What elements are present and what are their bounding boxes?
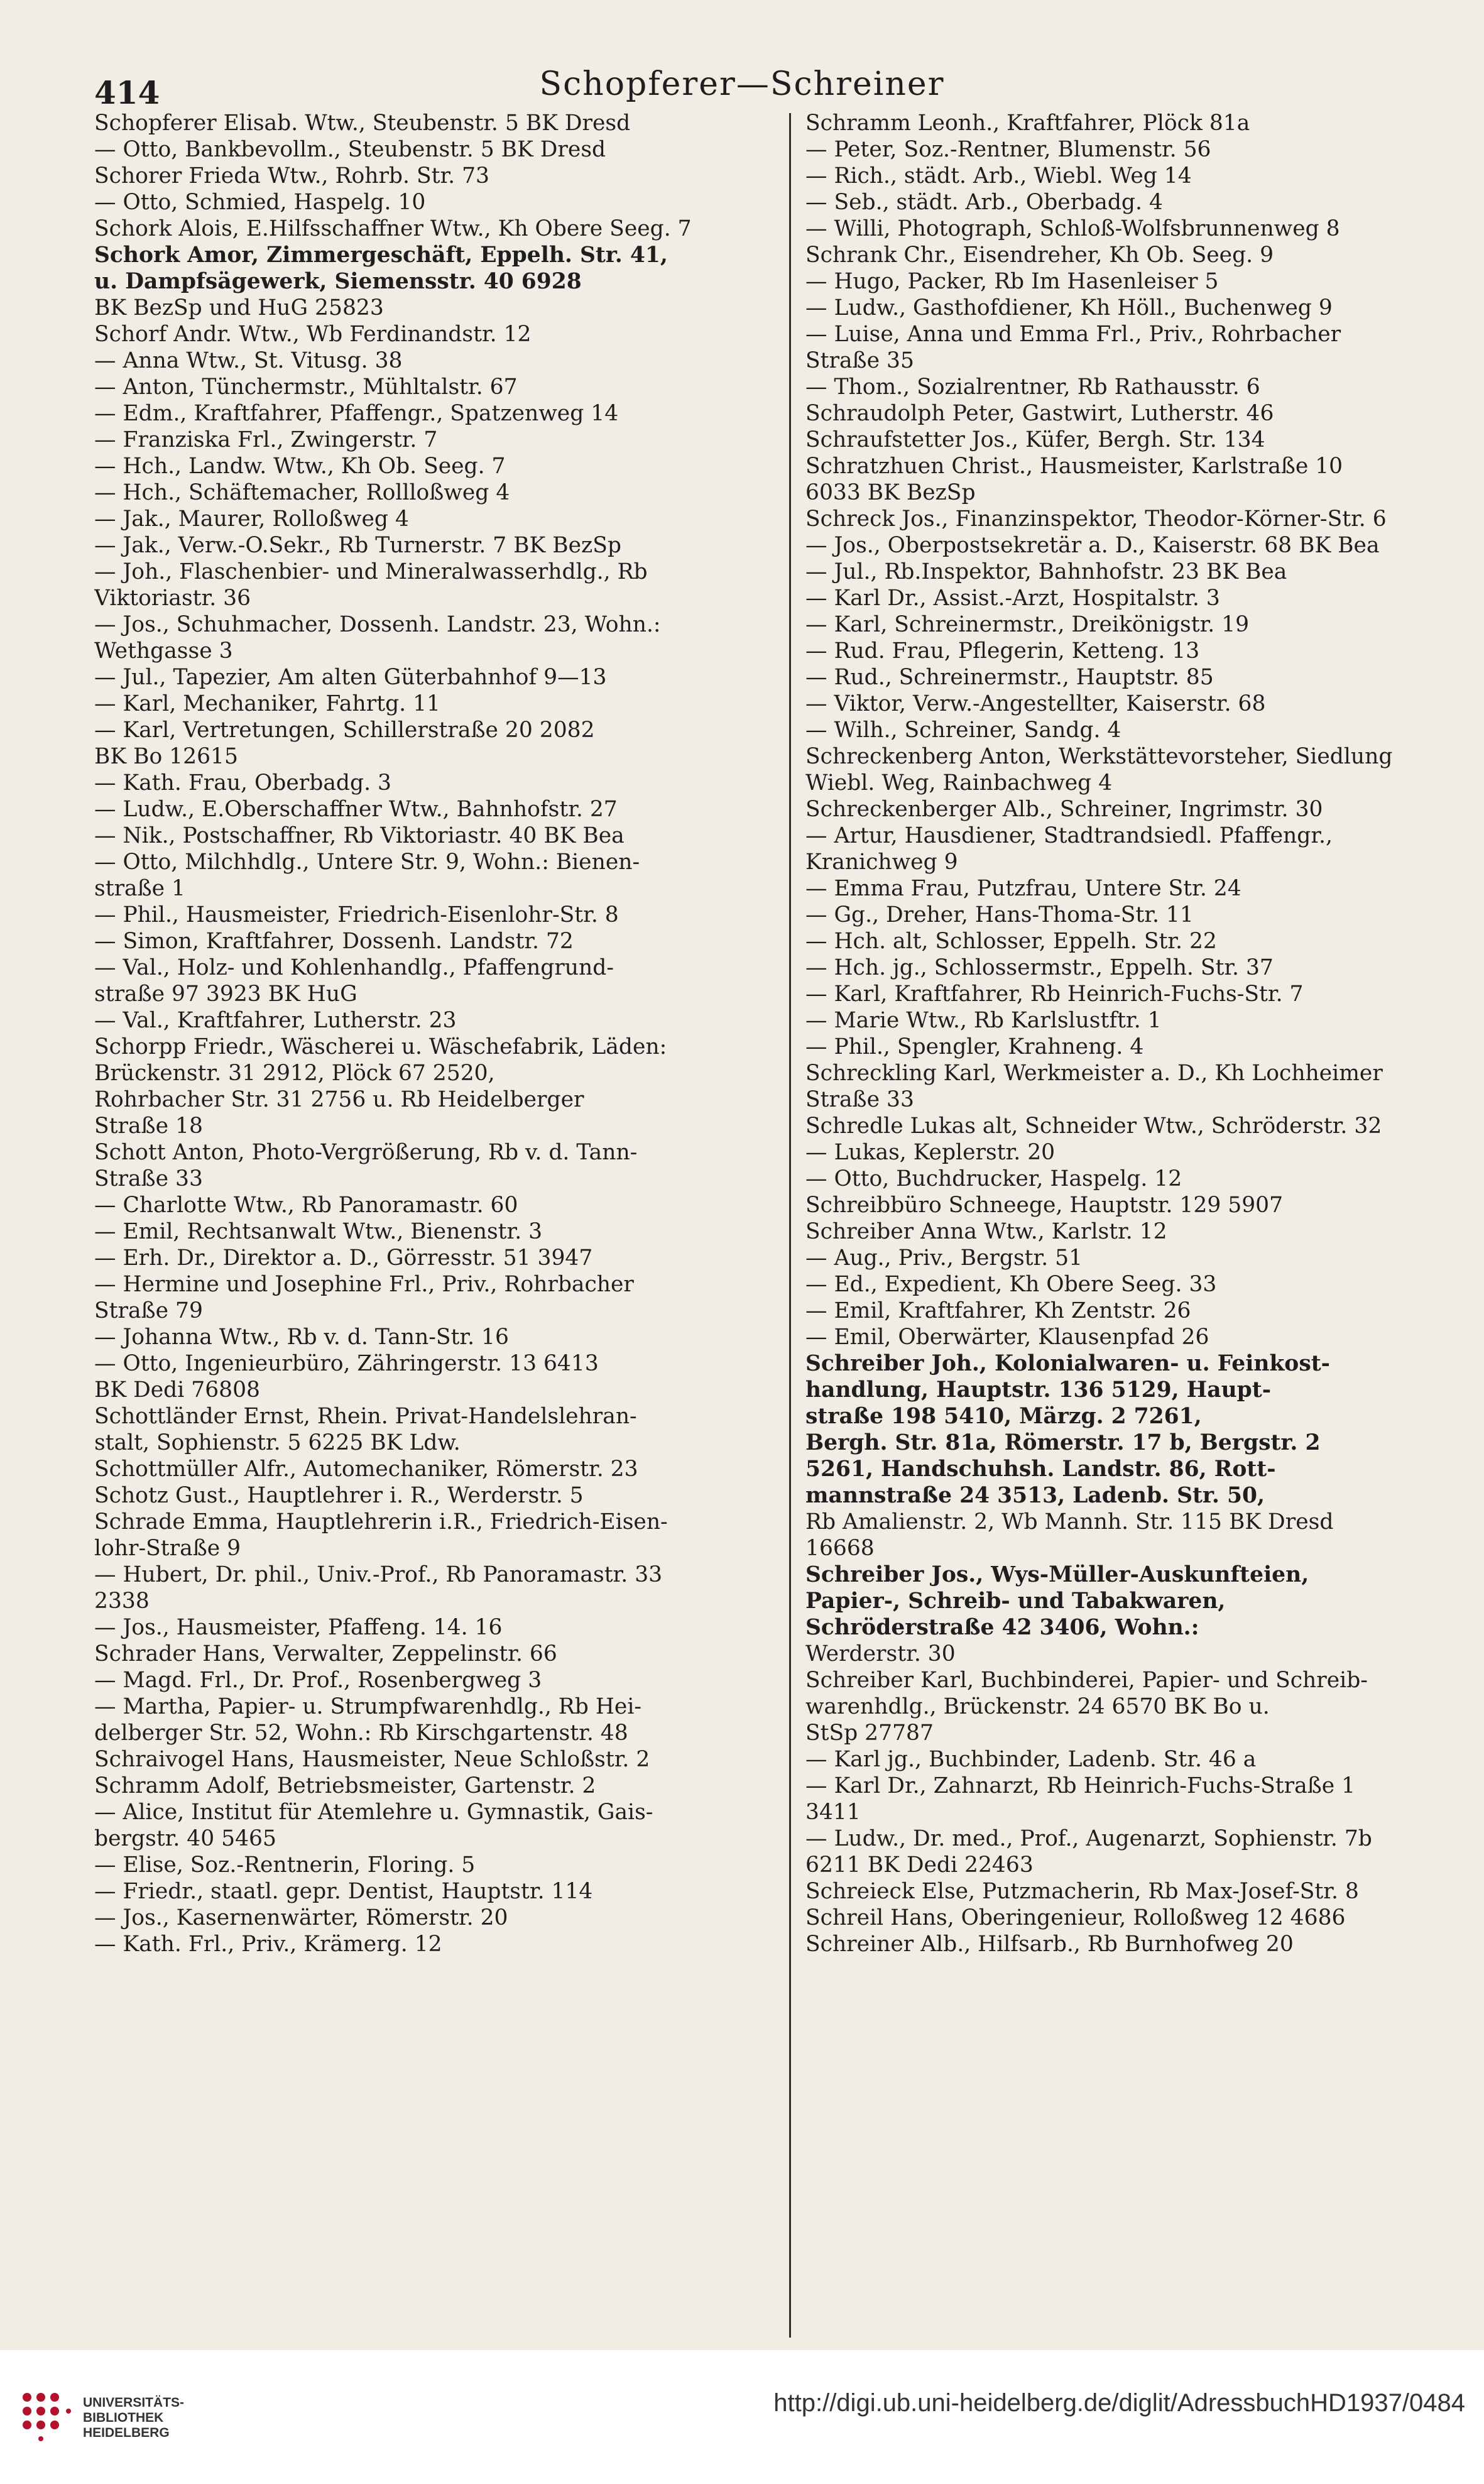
directory-entry-line: lohr-Straße 9: [94, 1536, 241, 1561]
directory-entry-line: — Otto, Milchhdlg., Untere Str. 9, Wohn.: Bienen-: [94, 850, 640, 875]
directory-entry-line: — Hch., Schäftemacher, Rollloßweg 4: [94, 480, 510, 505]
directory-entry-line: Schramm Leonh., Kraftfahrer, Plöck 81a: [805, 111, 1250, 136]
directory-entry-line: 6211 BK Dedi 22463: [805, 1852, 1034, 1878]
directory-entry-line: — Jos., Schuhmacher, Dossenh. Landstr. 23, Wohn.:: [94, 612, 661, 637]
directory-entry-line: — Jos., Oberpostsekretär a. D., Kaiserstr. 68 BK Bea: [805, 533, 1380, 558]
directory-entry-line: Schramm Adolf, Betriebsmeister, Gartenstr. 2: [94, 1773, 596, 1798]
directory-entry-line: — Kath. Frau, Oberbadg. 3: [94, 770, 391, 796]
directory-entry-line: 16668: [805, 1536, 875, 1561]
directory-entry-line: Schreiber Karl, Buchbinderei, Papier- und Schreib-: [805, 1668, 1368, 1693]
directory-entry-line: — Friedr., staatl. gepr. Dentist, Hauptstr. 114: [94, 1879, 593, 1904]
directory-entry-line: BK BezSp und HuG 25823: [94, 295, 384, 320]
directory-entry-line: Schrade Emma, Hauptlehrerin i.R., Friedrich-Eisen-: [94, 1509, 668, 1535]
page-header: Schopferer—Schreiner: [539, 65, 945, 103]
source-url-link[interactable]: http://digi.ub.uni-heidelberg.de/diglit/AdressbuchHD1937/0484: [773, 2389, 1465, 2417]
directory-entry-line: Straße 33: [805, 1087, 914, 1112]
directory-entry-line: — Emil, Rechtsanwalt Wtw., Bienenstr. 3: [94, 1219, 543, 1244]
directory-entry-line: Schotz Gust., Hauptlehrer i. R., Werderstr. 5: [94, 1483, 584, 1508]
directory-entry-line: — Willi, Photograph, Schloß-Wolfsbrunnenweg 8: [805, 216, 1340, 241]
directory-entry-line: — Martha, Papier- u. Strumpfwarenhdlg., Rb Hei-: [94, 1694, 642, 1719]
directory-entry-line: — Otto, Bankbevollm., Steubenstr. 5 BK Dresd: [94, 137, 606, 162]
directory-entry-line: — Wilh., Schreiner, Sandg. 4: [805, 718, 1121, 743]
directory-entry-line: bergstr. 40 5465: [94, 1826, 276, 1851]
library-logo-icon: [18, 2388, 74, 2444]
directory-entry-line: Schraudolph Peter, Gastwirt, Lutherstr. 46: [805, 401, 1274, 426]
directory-entry-line: — Lukas, Keplerstr. 20: [805, 1140, 1056, 1165]
directory-entry-line: — Emma Frau, Putzfrau, Untere Str. 24: [805, 876, 1241, 901]
directory-entry-line: — Anna Wtw., St. Vitusg. 38: [94, 348, 403, 373]
directory-entry-line: Schreckenberger Alb., Schreiner, Ingrimstr. 30: [805, 797, 1323, 822]
directory-entry-line: — Rud. Frau, Pflegerin, Ketteng. 13: [805, 638, 1200, 664]
directory-entry-line: Schreil Hans, Oberingenieur, Rolloßweg 12 4686: [805, 1905, 1346, 1930]
directory-entry-line: — Otto, Ingenieurbüro, Zähringerstr. 13 6413: [94, 1351, 599, 1376]
directory-entry-line: Schrank Chr., Eisendreher, Kh Ob. Seeg. 9: [805, 243, 1274, 268]
directory-entry-line: — Jak., Verw.-O.Sekr., Rb Turnerstr. 7 BK BezSp: [94, 533, 621, 558]
directory-entry-line: Schreieck Else, Putzmacherin, Rb Max-Josef-Str. 8: [805, 1879, 1359, 1904]
directory-entry-line: Straße 79: [94, 1298, 203, 1323]
directory-entry-line: Bergh. Str. 81a, Römerstr. 17 b, Bergstr. 2: [805, 1430, 1321, 1455]
directory-entry-line: — Ed., Expedient, Kh Obere Seeg. 33: [805, 1272, 1217, 1297]
directory-entry-line: — Jos., Kasernenwärter, Römerstr. 20: [94, 1905, 508, 1930]
directory-entry-line: Schreiber Jos., Wys-Müller-Auskunfteien,: [805, 1562, 1309, 1587]
directory-entry-line: Schreckling Karl, Werkmeister a. D., Kh Lochheimer: [805, 1061, 1383, 1086]
directory-entry-line: 3411: [805, 1800, 861, 1825]
directory-entry-line: — Rud., Schreinermstr., Hauptstr. 85: [805, 665, 1214, 690]
directory-entry-line: — Luise, Anna und Emma Frl., Priv., Rohrbacher: [805, 322, 1341, 347]
directory-entry-line: — Nik., Postschaffner, Rb Viktoriastr. 40 BK Bea: [94, 823, 625, 848]
directory-entry-line: — Ludw., E.Oberschaffner Wtw., Bahnhofstr. 27: [94, 797, 618, 822]
directory-entry-line: — Aug., Priv., Bergstr. 51: [805, 1245, 1083, 1271]
directory-entry-line: — Jak., Maurer, Rolloßweg 4: [94, 506, 409, 532]
directory-entry-line: warenhdlg., Brückenstr. 24 6570 BK Bo u.: [805, 1694, 1270, 1719]
directory-entry-line: — Elise, Soz.-Rentnerin, Floring. 5: [94, 1852, 476, 1878]
directory-entry-line: handlung, Hauptstr. 136 5129, Haupt-: [805, 1377, 1272, 1403]
directory-entry-line: — Artur, Hausdiener, Stadtrandsiedl. Pfaffengr.,: [805, 823, 1333, 848]
directory-entry-line: Werderstr. 30: [805, 1641, 956, 1666]
directory-entry-line: 5261, Handschuhsh. Landstr. 86, Rott-: [805, 1457, 1276, 1482]
directory-entry-line: Papier-, Schreib- und Tabakwaren,: [805, 1589, 1226, 1614]
directory-entry-line: — Phil., Spengler, Krahneng. 4: [805, 1034, 1144, 1059]
directory-entry-line: — Hermine und Josephine Frl., Priv., Rohrbacher: [94, 1272, 634, 1297]
directory-entry-line: straße 1: [94, 876, 186, 901]
directory-entry-line: Schreck Jos., Finanzinspektor, Theodor-Körner-Str. 6: [805, 506, 1387, 532]
directory-entry-line: — Karl, Mechaniker, Fahrtg. 11: [94, 691, 440, 716]
library-name-line: BIBLIOTHEK: [83, 2410, 164, 2425]
directory-entry-line: — Karl jg., Buchbinder, Ladenb. Str. 46 a: [805, 1747, 1257, 1772]
library-name-line: HEIDELBERG: [83, 2426, 170, 2440]
directory-entry-line: — Val., Kraftfahrer, Lutherstr. 23: [94, 1008, 457, 1033]
directory-entry-line: Schreckenberg Anton, Werkstättevorsteher, Siedlung: [805, 744, 1393, 769]
directory-entry-line: — Ludw., Dr. med., Prof., Augenarzt, Sophienstr. 7b: [805, 1826, 1372, 1851]
library-name: [83, 2395, 184, 2441]
directory-entry-line: Wiebl. Weg, Rainbachweg 4: [805, 770, 1113, 796]
directory-entry-line: — Emil, Kraftfahrer, Kh Zentstr. 26: [805, 1298, 1191, 1323]
directory-entry-line: Straße 33: [94, 1166, 203, 1191]
directory-entry-line: — Gg., Dreher, Hans-Thoma-Str. 11: [805, 902, 1194, 927]
directory-entry-line: — Phil., Hausmeister, Friedrich-Eisenlohr-Str. 8: [94, 902, 619, 927]
directory-entry-line: Schorf Andr. Wtw., Wb Ferdinandstr. 12: [94, 322, 532, 347]
directory-entry-line: — Erh. Dr., Direktor a. D., Görresstr. 51 3947: [94, 1245, 593, 1271]
directory-entry-line: — Otto, Schmied, Haspelg. 10: [94, 190, 426, 215]
directory-entry-line: Schreibbüro Schneege, Hauptstr. 129 5907: [805, 1193, 1284, 1218]
directory-entry-line: Schorpp Friedr., Wäscherei u. Wäschefabrik, Läden:: [94, 1034, 667, 1059]
directory-entry-line: Straße 35: [805, 348, 914, 373]
directory-entry-line: — Magd. Frl., Dr. Prof., Rosenbergweg 3: [94, 1668, 542, 1693]
directory-entry-line: — Thom., Sozialrentner, Rb Rathausstr. 6: [805, 375, 1260, 400]
left-column: [94, 110, 776, 1957]
directory-entry-line: — Rich., städt. Arb., Wiebl. Weg 14: [805, 163, 1192, 189]
directory-entry-line: — Kath. Frl., Priv., Krämerg. 12: [94, 1932, 442, 1957]
directory-entry-line: mannstraße 24 3513, Ladenb. Str. 50,: [805, 1483, 1265, 1508]
directory-entry-line: Schreiber Anna Wtw., Karlstr. 12: [805, 1219, 1167, 1244]
directory-entry-line: — Jul., Tapezier, Am alten Güterbahnhof 9—13: [94, 665, 607, 690]
directory-entry-line: Brückenstr. 31 2912, Plöck 67 2520,: [94, 1061, 495, 1086]
directory-entry-line: — Karl, Vertretungen, Schillerstraße 20 2082: [94, 718, 595, 743]
directory-entry-line: delberger Str. 52, Wohn.: Rb Kirschgartenstr. 48: [94, 1721, 628, 1746]
directory-entry-line: — Karl Dr., Assist.-Arzt, Hospitalstr. 3: [805, 586, 1220, 611]
directory-entry-line: Wethgasse 3: [94, 638, 233, 664]
directory-entry-line: — Johanna Wtw., Rb v. d. Tann-Str. 16: [94, 1325, 509, 1350]
directory-entry-line: — Viktor, Verw.-Angestellter, Kaiserstr. 68: [805, 691, 1266, 716]
directory-entry-line: — Karl, Schreinermstr., Dreikönigstr. 19: [805, 612, 1250, 637]
directory-entry-line: Viktoriastr. 36: [94, 586, 251, 611]
directory-entry-line: — Hubert, Dr. phil., Univ.-Prof., Rb Panoramastr. 33: [94, 1562, 663, 1587]
right-column: [805, 110, 1479, 1957]
directory-entry-line: Schredle Lukas alt, Schneider Wtw., Schröderstr. 32: [805, 1113, 1382, 1139]
directory-entry-line: — Alice, Institut für Atemlehre u. Gymnastik, Gais-: [94, 1800, 653, 1825]
directory-entry-line: 6033 BK BezSp: [805, 480, 976, 505]
directory-entry-line: — Franziska Frl., Zwingerstr. 7: [94, 427, 438, 452]
directory-entry-line: — Karl, Kraftfahrer, Rb Heinrich-Fuchs-Str. 7: [805, 982, 1304, 1007]
directory-entry-line: BK Dedi 76808: [94, 1377, 261, 1403]
directory-entry-line: — Seb., städt. Arb., Oberbadg. 4: [805, 190, 1163, 215]
column-divider: [789, 113, 791, 2338]
directory-entry-line: Schorer Frieda Wtw., Rohrb. Str. 73: [94, 163, 489, 189]
directory-entry-line: — Karl Dr., Zahnarzt, Rb Heinrich-Fuchs-Straße 1: [805, 1773, 1356, 1798]
directory-entry-line: Schork Alois, E.Hilfsschaffner Wtw., Kh Obere Seeg. 7: [94, 216, 692, 241]
directory-entry-line: Schraufstetter Jos., Küfer, Bergh. Str. 134: [805, 427, 1265, 452]
directory-entry-line: Schreiber Joh., Kolonialwaren- u. Feinkost-: [805, 1351, 1330, 1376]
directory-entry-line: straße 198 5410, Märzg. 2 7261,: [805, 1404, 1202, 1429]
directory-entry-line: Schottmüller Alfr., Automechaniker, Römerstr. 23: [94, 1457, 638, 1482]
directory-entry-line: Schork Amor, Zimmergeschäft, Eppelh. Str. 41,: [94, 243, 668, 268]
directory-entry-line: — Ludw., Gasthofdiener, Kh Höll., Buchenweg 9: [805, 295, 1333, 320]
library-name-line: UNIVERSITÄTS-: [83, 2395, 185, 2410]
directory-entry-line: Straße 18: [94, 1113, 203, 1139]
directory-entry-line: Rb Amalienstr. 2, Wb Mannh. Str. 115 BK Dresd: [805, 1509, 1334, 1535]
directory-entry-line: Schott Anton, Photo-Vergrößerung, Rb v. d. Tann-: [94, 1140, 638, 1165]
directory-entry-line: BK Bo 12615: [94, 744, 238, 769]
directory-entry-line: — Emil, Oberwärter, Klausenpfad 26: [805, 1325, 1209, 1350]
directory-entry-line: Schratzhuen Christ., Hausmeister, Karlstraße 10: [805, 454, 1343, 479]
directory-entry-line: Schottländer Ernst, Rhein. Privat-Handelslehran-: [94, 1404, 637, 1429]
directory-entry-line: Schröderstraße 42 3406, Wohn.:: [805, 1615, 1199, 1640]
directory-entry-line: — Hch., Landw. Wtw., Kh Ob. Seeg. 7: [94, 454, 506, 479]
directory-entry-line: — Val., Holz- und Kohlenhandlg., Pfaffengrund-: [94, 955, 614, 980]
directory-entry-line: — Edm., Kraftfahrer, Pfaffengr., Spatzenweg 14: [94, 401, 619, 426]
directory-entry-line: — Hch. alt, Schlosser, Eppelh. Str. 22: [805, 929, 1217, 954]
directory-entry-line: straße 97 3923 BK HuG: [94, 982, 357, 1007]
directory-entry-line: Kranichweg 9: [805, 850, 958, 875]
directory-entry-line: — Otto, Buchdrucker, Haspelg. 12: [805, 1166, 1182, 1191]
directory-entry-line: 2338: [94, 1589, 150, 1614]
page-number: 414: [94, 74, 160, 111]
directory-entry-line: — Simon, Kraftfahrer, Dossenh. Landstr. 72: [94, 929, 574, 954]
directory-entry-line: — Joh., Flaschenbier- und Mineralwasserhdlg., Rb: [94, 559, 648, 584]
directory-entry-line: StSp 27787: [805, 1721, 934, 1746]
directory-entry-line: stalt, Sophienstr. 5 6225 BK Ldw.: [94, 1430, 461, 1455]
directory-entry-line: — Marie Wtw., Rb Karlslustftr. 1: [805, 1008, 1162, 1033]
directory-entry-line: u. Dampfsägewerk, Siemensstr. 40 6928: [94, 269, 582, 294]
directory-entry-line: — Jos., Hausmeister, Pfaffeng. 14. 16: [94, 1615, 503, 1640]
directory-entry-line: Schrader Hans, Verwalter, Zeppelinstr. 66: [94, 1641, 557, 1666]
directory-entry-line: — Hch. jg., Schlossermstr., Eppelh. Str. 37: [805, 955, 1274, 980]
directory-entry-line: Schreiner Alb., Hilfsarb., Rb Burnhofweg 20: [805, 1932, 1294, 1957]
directory-entry-line: Rohrbacher Str. 31 2756 u. Rb Heidelberger: [94, 1087, 584, 1112]
directory-entry-line: — Jul., Rb.Inspektor, Bahnhofstr. 23 BK Bea: [805, 559, 1287, 584]
directory-entry-line: — Hugo, Packer, Rb Im Hasenleiser 5: [805, 269, 1219, 294]
directory-entry-line: Schopferer Elisab. Wtw., Steubenstr. 5 BK Dresd: [94, 111, 631, 136]
directory-entry-line: Schraivogel Hans, Hausmeister, Neue Schloßstr. 2: [94, 1747, 650, 1772]
directory-entry-line: — Peter, Soz.-Rentner, Blumenstr. 56: [805, 137, 1211, 162]
directory-entry-line: — Charlotte Wtw., Rb Panoramastr. 60: [94, 1193, 518, 1218]
directory-entry-line: — Anton, Tünchermstr., Mühltalstr. 67: [94, 375, 518, 400]
